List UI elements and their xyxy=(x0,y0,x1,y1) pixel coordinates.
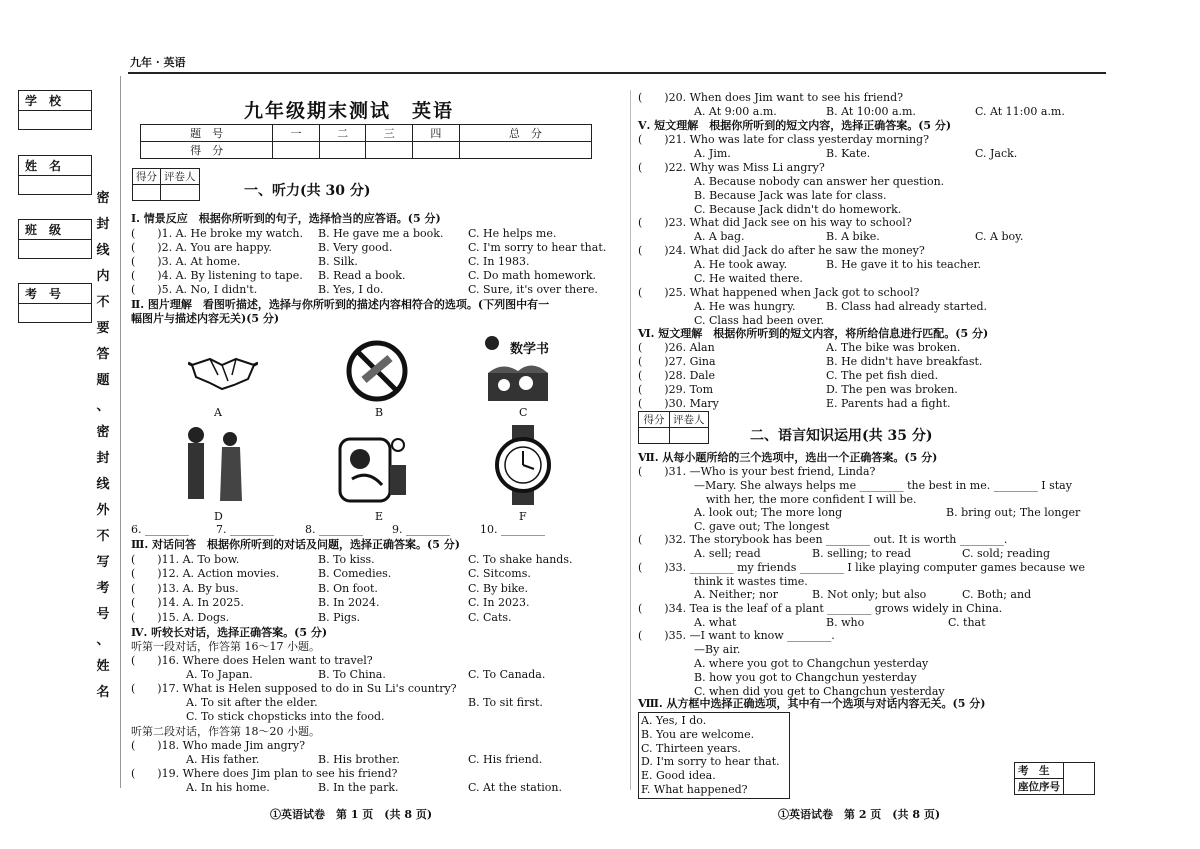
q22-option-a: A. Because nobody can answer her question. xyxy=(694,175,945,188)
option-c: C. In 2023. xyxy=(468,596,530,610)
section-2-title: 二、语言知识运用(共 35 分) xyxy=(750,428,933,444)
part7-title: Ⅶ. 从每小题所给的三个选项中，选出一个正确答案。(5 分) xyxy=(638,451,938,464)
option-b: B. In 2024. xyxy=(318,596,380,610)
answer-blank-9[interactable]: 9. ________ xyxy=(392,523,450,536)
part4-title: Ⅳ. 听较长对话，选择正确答案。(5 分) xyxy=(131,626,328,639)
page-title: 九年级期末测试 英语 xyxy=(244,100,455,122)
q20-option-c: C. At 11:00 a.m. xyxy=(975,105,1065,118)
part5-title: Ⅴ. 短文理解 根据你所听到的短文内容，选择正确答案。(5 分) xyxy=(638,119,952,132)
seal-char: 姓 xyxy=(96,659,110,674)
score-header: 总 分 xyxy=(459,125,591,142)
option-c: C. To shake hands. xyxy=(468,553,573,566)
watch-picture xyxy=(488,425,558,505)
question-22[interactable]: ( )22. Why was Miss Li angry? xyxy=(638,161,825,174)
picture-label-d: D xyxy=(214,510,223,523)
q24-option-a: A. He took away. xyxy=(694,258,788,271)
question-13[interactable]: ( )13. A. By bus. xyxy=(131,581,239,595)
score-table xyxy=(140,124,592,159)
no-smoking-picture xyxy=(342,335,412,405)
q35-option-a: A. where you got to Changchun yesterday xyxy=(694,657,929,670)
q34-option-b: B. who xyxy=(826,616,865,629)
grade-score-label: 得分 xyxy=(133,169,161,185)
question-21[interactable]: ( )21. Who was late for class yesterday morning? xyxy=(638,133,929,146)
question-16[interactable]: ( )16. Where does Helen want to travel? xyxy=(131,654,373,667)
question-17[interactable]: ( )17. What is Helen supposed to do in Su Li's country? xyxy=(131,682,457,695)
seal-char: 考 xyxy=(96,581,110,596)
question-23[interactable]: ( )23. What did Jack see on his way to school? xyxy=(638,216,912,229)
match-item-27[interactable]: ( )27. Gina xyxy=(638,355,716,368)
question-14[interactable]: ( )14. A. In 2025. xyxy=(131,596,244,610)
match-item-26[interactable]: ( )26. Alan xyxy=(638,341,715,354)
seal-char: 写 xyxy=(96,555,110,570)
match-option: B. He didn't have breakfast. xyxy=(826,355,983,368)
score-cell[interactable] xyxy=(319,142,366,159)
question-3[interactable]: ( )3. A. At home. xyxy=(131,255,241,268)
section-1-title: 一、听力(共 30 分) xyxy=(244,183,371,199)
score-row-label: 得 分 xyxy=(141,142,273,159)
question-20[interactable]: ( )20. When does Jim want to see his friend? xyxy=(638,91,904,104)
q34-option-a: A. what xyxy=(694,616,737,629)
header-rule xyxy=(128,72,1106,74)
q25-option-c: C. Class had been over. xyxy=(694,314,825,327)
picture-label-b: B xyxy=(375,406,384,419)
seal-char: 密 xyxy=(96,425,110,440)
footer-page-2: ①英语试卷 第 2 页 (共 8 页) xyxy=(778,808,941,821)
seat-label-2: 座位序号 xyxy=(1015,779,1064,795)
q16-option-c: C. To Canada. xyxy=(468,668,546,681)
q20-option-b: B. At 10:00 a.m. xyxy=(826,105,916,118)
q23-option-a: A. A bag. xyxy=(694,230,745,243)
part2-title-1: Ⅱ. 图片理解 看图听描述，选择与你所听到的描述内容相符合的选项。(下列图中有一 xyxy=(131,298,550,311)
seal-char: 号 xyxy=(96,607,110,622)
picture-label-a: A xyxy=(214,406,222,419)
grade-grader-cell[interactable] xyxy=(161,185,200,201)
option-b: B. Comedies. xyxy=(318,567,392,581)
seat-label-1: 考 生 xyxy=(1015,763,1064,779)
q31-stem-3: with her, the more confident I will be. xyxy=(706,493,917,506)
grade-grader-label: 评卷人 xyxy=(161,169,200,185)
q35-stem-2: —By air. xyxy=(694,643,741,656)
q19-option-c: C. At the station. xyxy=(468,781,562,794)
class-box[interactable] xyxy=(18,219,92,259)
school-label: 学 校 xyxy=(19,91,91,111)
seal-char: 名 xyxy=(96,685,110,700)
grade-grader-label: 评卷人 xyxy=(670,412,709,428)
footer-page-1: ①英语试卷 第 1 页 (共 8 页) xyxy=(270,808,433,821)
seal-char: 题 xyxy=(96,373,110,388)
answer-blank-10[interactable]: 10. ________ xyxy=(480,523,545,536)
option-c: C. He helps me. xyxy=(468,227,557,240)
q24-option-c: C. He waited there. xyxy=(694,272,803,285)
seat-number-box xyxy=(1014,762,1095,795)
choice-box xyxy=(638,712,790,799)
school-box[interactable] xyxy=(18,90,92,130)
score-cell[interactable] xyxy=(273,142,320,159)
q17-option-c: C. To stick chopsticks into the food. xyxy=(186,710,385,723)
option-c: C. Sure, it's over there. xyxy=(468,283,598,296)
dialogue-2-note: 听第二段对话，作答第 18～20 小题。 xyxy=(131,725,320,738)
part2-title-2: 幅图片与描述内容无关)(5 分) xyxy=(131,312,280,325)
match-option: C. The pet fish died. xyxy=(826,369,939,382)
answer-blank-6[interactable]: 6. ________ xyxy=(131,523,189,536)
question-31[interactable]: ( )31. —Who is your best friend, Linda? xyxy=(638,465,876,478)
class-label: 班 级 xyxy=(19,220,91,240)
question-5[interactable]: ( )5. A. No, I didn't. xyxy=(131,283,258,296)
option-b: B. Yes, I do. xyxy=(318,283,384,296)
q35-option-c: C. when did you get to Changchun yesterday xyxy=(694,685,945,698)
choice-option: A. Yes, I do. xyxy=(641,714,707,727)
question-25[interactable]: ( )25. What happened when Jack got to school? xyxy=(638,286,920,299)
q31-option-a: A. look out; The more long xyxy=(694,506,843,519)
score-header: 四 xyxy=(413,125,460,142)
q32-option-c: C. sold; reading xyxy=(962,547,1051,560)
option-c: C. Cats. xyxy=(468,610,512,624)
q21-option-c: C. Jack. xyxy=(975,147,1018,160)
exam-number-label: 考 号 xyxy=(19,284,91,304)
match-item-28[interactable]: ( )28. Dale xyxy=(638,369,715,382)
q23-option-b: B. A bike. xyxy=(826,230,880,243)
q24-option-b: B. He gave it to his teacher. xyxy=(826,258,982,271)
q18-option-c: C. His friend. xyxy=(468,753,543,766)
q33-option-a: A. Neither; nor xyxy=(694,588,779,601)
question-11[interactable]: ( )11. A. To bow. xyxy=(131,553,240,566)
question-34[interactable]: ( )34. Tea is the leaf of a plant ________ grows widely in China. xyxy=(638,602,1003,615)
seal-char: 答 xyxy=(96,347,110,362)
question-24[interactable]: ( )24. What did Jack do after he saw the money? xyxy=(638,244,925,257)
sleeping-child-picture xyxy=(338,425,408,505)
seat-number-cell[interactable] xyxy=(1064,763,1095,795)
seal-char: 不 xyxy=(96,295,110,310)
option-b: B. Pigs. xyxy=(318,610,361,624)
grade-score-cell[interactable] xyxy=(133,185,161,201)
q31-option-b: B. bring out; The longer xyxy=(946,506,1081,519)
seal-char: 内 xyxy=(96,269,110,284)
q16-option-b: B. To China. xyxy=(318,668,386,681)
q21-option-b: B. Kate. xyxy=(826,147,871,160)
question-15[interactable]: ( )15. A. Dogs. xyxy=(131,610,230,624)
name-box[interactable] xyxy=(18,155,92,195)
question-19[interactable]: ( )19. Where does Jim plan to see his friend? xyxy=(131,767,398,780)
option-b: B. Very good. xyxy=(318,241,393,254)
binding-line xyxy=(120,76,121,788)
q21-option-a: A. Jim. xyxy=(694,147,731,160)
seal-char: 、 xyxy=(96,399,110,414)
score-header: 三 xyxy=(366,125,413,142)
option-b: B. On foot. xyxy=(318,581,378,595)
q25-option-b: B. Class had already started. xyxy=(826,300,988,313)
name-label: 姓 名 xyxy=(19,156,91,176)
q23-option-c: C. A boy. xyxy=(975,230,1024,243)
choice-option: E. Good idea. xyxy=(641,769,716,783)
choice-option: C. Thirteen years. xyxy=(641,741,741,755)
q22-option-b: B. Because Jack was late for class. xyxy=(694,189,887,202)
score-cell[interactable] xyxy=(459,142,591,159)
picture-label-f: F xyxy=(519,510,527,523)
seal-char: 要 xyxy=(96,321,110,336)
q18-option-b: B. His brother. xyxy=(318,753,400,766)
grade-score-label: 得分 xyxy=(639,412,670,428)
q32-option-b: B. selling; to read xyxy=(812,547,912,560)
option-b: B. Silk. xyxy=(318,255,358,268)
greeting-people-picture xyxy=(180,425,250,505)
q19-option-a: A. In his home. xyxy=(186,781,270,794)
question-32[interactable]: ( )32. The storybook has been ________ out. It is worth ________. xyxy=(638,533,1008,546)
seal-char: 线 xyxy=(96,477,110,492)
seal-char: 、 xyxy=(96,633,110,648)
choice-option: F. What happened? xyxy=(641,782,748,796)
option-c: C. Do math homework. xyxy=(468,269,597,282)
q31-option-c: C. gave out; The longest xyxy=(694,520,830,533)
option-c: C. By bike. xyxy=(468,581,529,595)
q34-option-c: C. that xyxy=(948,616,986,629)
question-35[interactable]: ( )35. —I want to know ________. xyxy=(638,629,835,642)
seal-char: 密 xyxy=(96,191,110,206)
part3-title: Ⅲ. 对话问答 根据你所听到的对话及问题，选择正确答案。(5 分) xyxy=(131,538,460,551)
q35-option-b: B. how you got to Changchun yesterday xyxy=(694,671,917,684)
score-header: 一 xyxy=(273,125,320,142)
part1-title: Ⅰ. 情景反应 根据你所听到的句子，选择恰当的应答语。(5 分) xyxy=(131,212,441,225)
match-item-29[interactable]: ( )29. Tom xyxy=(638,383,714,396)
part8-title: Ⅷ. 从方框中选择正确选项，其中有一个选项与对话内容无关。(5 分) xyxy=(638,697,986,710)
seal-char: 外 xyxy=(96,503,110,518)
q17-option-b: B. To sit first. xyxy=(468,696,543,709)
q22-option-c: C. Because Jack didn't do homework. xyxy=(694,203,902,216)
seal-char: 线 xyxy=(96,243,110,258)
question-2[interactable]: ( )2. A. You are happy. xyxy=(131,241,272,254)
answer-blank-8[interactable]: 8. ________ xyxy=(305,523,363,536)
choice-option: D. I'm sorry to hear that. xyxy=(641,755,780,769)
q32-option-a: A. sell; read xyxy=(694,547,761,560)
choice-option: B. You are welcome. xyxy=(641,727,755,741)
grade-grader-cell[interactable] xyxy=(670,428,709,444)
grade-score-cell[interactable] xyxy=(639,428,670,444)
q33-option-c: C. Both; and xyxy=(962,588,1032,601)
seal-char: 不 xyxy=(96,529,110,544)
q16-option-a: A. To Japan. xyxy=(186,668,253,681)
picture-label-c: C xyxy=(519,406,528,419)
q18-option-a: A. His father. xyxy=(186,753,260,766)
score-header: 二 xyxy=(319,125,366,142)
picture-label-e: E xyxy=(375,510,384,523)
exam-number-box[interactable] xyxy=(18,283,92,323)
q17-option-a: A. To sit after the elder. xyxy=(186,696,318,709)
match-item-30[interactable]: ( )30. Mary xyxy=(638,397,719,410)
score-cell[interactable] xyxy=(366,142,413,159)
question-18[interactable]: ( )18. Who made Jim angry? xyxy=(131,739,306,752)
match-option: E. Parents had a fight. xyxy=(826,397,951,410)
seal-char: 封 xyxy=(96,217,110,232)
match-option: D. The pen was broken. xyxy=(826,383,958,396)
handshake-picture xyxy=(188,335,258,405)
q31-stem-2: —Mary. She always helps me ________ the best in me. ________ I stay xyxy=(694,479,1072,492)
part6-title: Ⅵ. 短文理解 根据你所听到的短文内容，将所给信息进行匹配。(5 分) xyxy=(638,327,989,340)
option-c: C. In 1983. xyxy=(468,255,530,268)
score-header: 题 号 xyxy=(141,125,273,142)
seal-char: 封 xyxy=(96,451,110,466)
match-option: A. The bike was broken. xyxy=(826,341,961,354)
question-12[interactable]: ( )12. A. Action movies. xyxy=(131,567,280,581)
header-grade-subject: 九年 · 英语 xyxy=(130,56,186,69)
q33-option-b: B. Not only; but also xyxy=(812,588,927,601)
question-1[interactable]: ( )1. A. He broke my watch. xyxy=(131,227,303,240)
question-4[interactable]: ( )4. A. By listening to tape. xyxy=(131,269,303,282)
option-b: B. He gave me a book. xyxy=(318,227,444,240)
q19-option-b: B. In the park. xyxy=(318,781,399,794)
score-cell[interactable] xyxy=(413,142,460,159)
grade-box-2 xyxy=(638,411,709,444)
dialogue-1-note: 听第一段对话，作答第 16～17 小题。 xyxy=(131,640,320,653)
question-33[interactable]: ( )33. ________ my friends ________ I like playing computer games because we xyxy=(638,561,1085,574)
q20-option-a: A. At 9:00 a.m. xyxy=(694,105,777,118)
page-divider xyxy=(630,90,631,790)
q25-option-a: A. He was hungry. xyxy=(694,300,796,313)
option-c: C. Sitcoms. xyxy=(468,567,531,581)
answer-blank-7[interactable]: 7. ________ xyxy=(216,523,274,536)
q33-stem-2: think it wastes time. xyxy=(694,575,808,588)
option-b: B. Read a book. xyxy=(318,269,406,282)
grade-box-1 xyxy=(132,168,200,201)
option-c: C. I'm sorry to hear that. xyxy=(468,241,607,254)
option-b: B. To kiss. xyxy=(318,553,375,566)
seal-line-notice xyxy=(96,186,110,706)
math-book-text: 数学书 xyxy=(510,342,550,357)
